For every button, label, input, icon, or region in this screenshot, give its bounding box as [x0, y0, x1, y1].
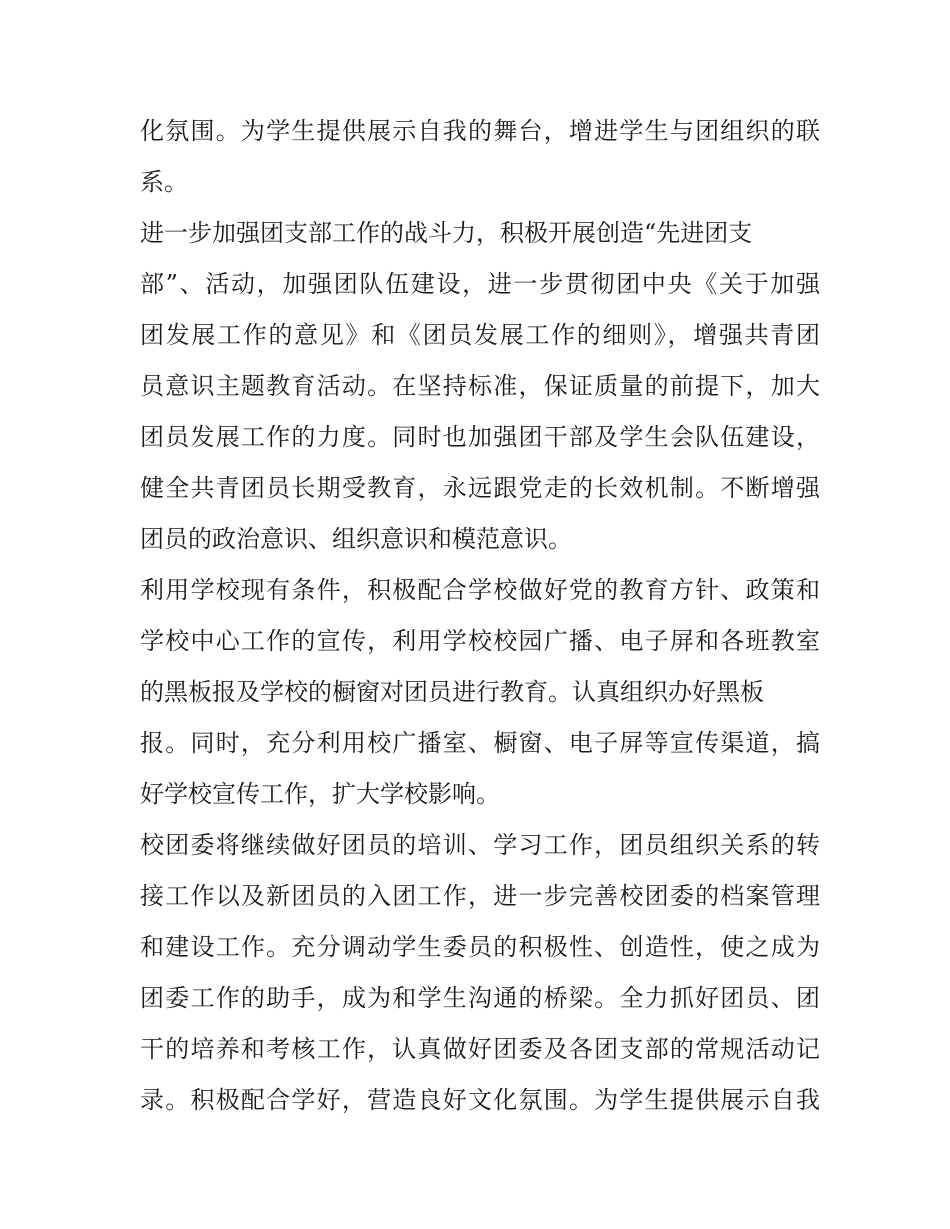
text-line: 健全共青团员长期受教育，永远跟党走的长效机制。不断增强: [140, 474, 820, 502]
body-text: [140, 106, 820, 1126]
text-line: 的黑板报及学校的橱窗对团员进行教育。认真组织办好黑板: [140, 678, 764, 706]
text-line: 校团委将继续做好团员的培训、学习工作，团员组织关系的转: [140, 831, 820, 859]
text-line: 部”、活动，加强团队伍建设，进一步贯彻团中央《关于加强: [140, 270, 820, 298]
text-line: 接工作以及新团员的入团工作，进一步完善校团委的档案管理: [140, 882, 820, 910]
text-line: 好学校宣传工作，扩大学校影响。: [140, 780, 500, 808]
text-line: 录。积极配合学好，营造良好文化氛围。为学生提供展示自我: [140, 1086, 820, 1114]
text-line: 员意识主题教育活动。在坚持标准，保证质量的前提下，加大: [140, 372, 820, 400]
text-line: 团委工作的助手，成为和学生沟通的桥梁。全力抓好团员、团: [140, 984, 820, 1012]
text-line: 利用学校现有条件，积极配合学校做好党的教育方针、政策和: [140, 576, 820, 604]
text-line: 化氛围。为学生提供展示自我的舞台，增进学生与团组织的联: [140, 117, 820, 145]
text-line: 团员的政治意识、组织意识和模范意识。: [140, 525, 572, 553]
text-line: 和建设工作。充分调动学生委员的积极性、创造性，使之成为: [140, 933, 820, 961]
text-line: 团发展工作的意见》和《团员发展工作的细则》，增强共青团: [140, 321, 820, 349]
text-line: 学校中心工作的宣传，利用学校校园广播、电子屏和各班教室: [140, 627, 820, 655]
text-line: 干的培养和考核工作，认真做好团委及各团支部的常规活动记: [140, 1035, 820, 1063]
text-line: 团员发展工作的力度。同时也加强团干部及学生会队伍建设，: [140, 423, 820, 451]
text-line: 报。同时，充分利用校广播室、橱窗、电子屏等宣传渠道，搞: [140, 729, 820, 757]
text-line: 系。: [140, 168, 188, 196]
text-line: 进一步加强团支部工作的战斗力，积极开展创造“先进团支: [140, 219, 753, 247]
